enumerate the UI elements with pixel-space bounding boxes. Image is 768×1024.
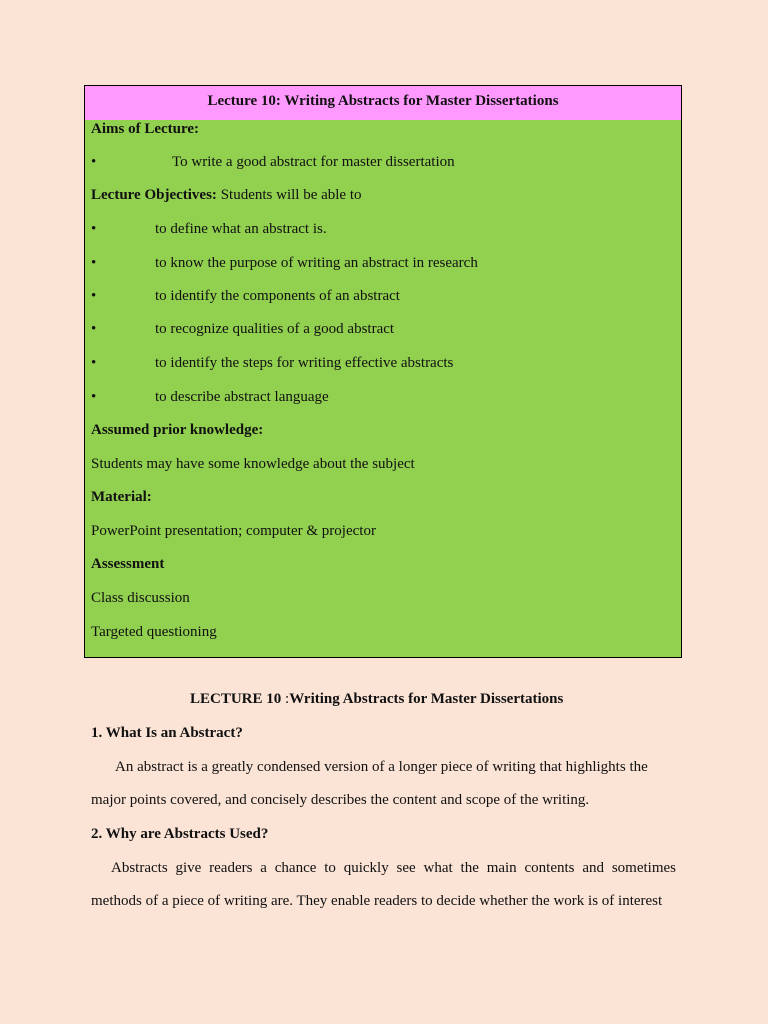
material-heading: Material: (91, 489, 152, 505)
bullet-symbol: • (91, 255, 97, 271)
section1-line1: An abstract is a greatly condensed version of a longer piece of writing that highlights the (115, 759, 648, 775)
objective-item: to define what an abstract is. (155, 221, 327, 237)
assessment-item: Class discussion (91, 590, 190, 606)
bullet-symbol: • (91, 321, 97, 337)
lecture-summary-box (84, 85, 682, 658)
lecture-title-separator: : (281, 691, 290, 707)
box-title: Lecture 10: Writing Abstracts for Master Dissertations (85, 86, 681, 120)
bullet-symbol: • (91, 154, 97, 170)
aims-bullet-text: To write a good abstract for master dissertation (172, 154, 455, 170)
prior-knowledge-text: Students may have some knowledge about the subject (91, 456, 415, 472)
section1-line2: major points covered, and concisely describes the content and scope of the writing. (91, 792, 590, 808)
assessment-item: Targeted questioning (91, 624, 217, 640)
assessment-heading: Assessment (91, 556, 165, 572)
section2-line1: Abstracts give readers a chance to quickly see what the main contents and sometimes (111, 860, 676, 876)
bullet-symbol: • (91, 221, 97, 237)
aims-heading: Aims of Lecture: (91, 121, 200, 137)
prior-knowledge-heading: Assumed prior knowledge: (91, 422, 264, 438)
objectives-heading: Lecture Objectives: (91, 187, 217, 203)
objectives-intro: Students will be able to (216, 187, 362, 203)
bullet-symbol: • (91, 389, 97, 405)
bullet-symbol: • (91, 355, 97, 371)
objective-item: to know the purpose of writing an abstract in research (155, 255, 478, 271)
objective-item: to describe abstract language (155, 389, 329, 405)
lecture-title-rest: Writing Abstracts for Master Dissertations (289, 691, 564, 707)
material-text: PowerPoint presentation; computer & projector (91, 523, 376, 539)
section2-line2: methods of a piece of writing are. They enable readers to decide whether the work is of interest (91, 893, 663, 909)
objective-item: to identify the components of an abstract (155, 288, 400, 304)
lecture-title (190, 691, 563, 708)
objectives-line (91, 187, 362, 204)
objective-item: to identify the steps for writing effective abstracts (155, 355, 454, 371)
section1-heading: 1. What Is an Abstract? (91, 725, 243, 741)
lecture-title-prefix: LECTURE 10 (190, 691, 282, 707)
bullet-symbol: • (91, 288, 97, 304)
objective-item: to recognize qualities of a good abstract (155, 321, 395, 337)
section2-heading: 2. Why are Abstracts Used? (91, 826, 269, 842)
